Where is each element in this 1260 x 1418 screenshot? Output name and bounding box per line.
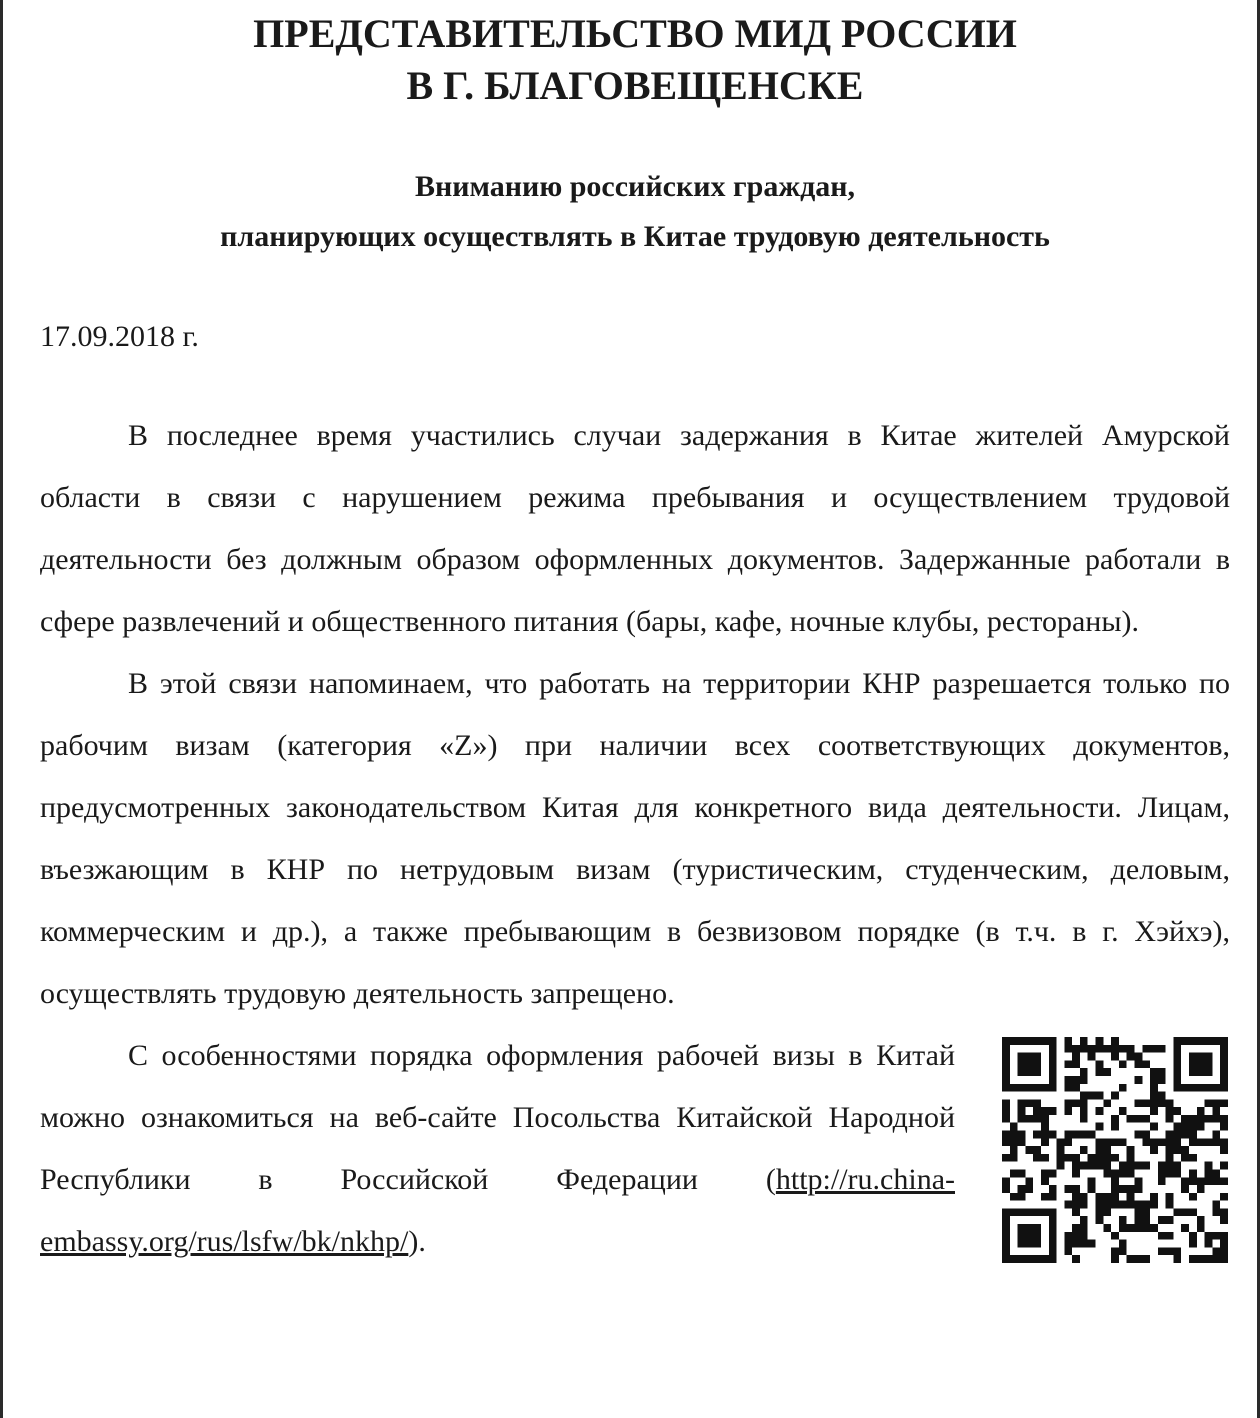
qr-code-icon — [1002, 1037, 1228, 1263]
paragraph-3 — [40, 1025, 955, 1273]
document-title — [40, 8, 1230, 112]
document-subtitle — [40, 162, 1230, 262]
subtitle-line-2: планирующих осуществлять в Китае трудовую деятельность — [220, 220, 1050, 253]
left-scan-edge — [0, 0, 3, 1418]
title-line-2: В Г. БЛАГОВЕЩЕНСКЕ — [406, 63, 864, 108]
paragraph-3-text: С особенностями порядка оформления рабочей визы в Китай можно ознакомиться на веб-сайте Посольства Китайской Народной Республики в Российской Федерации — [40, 1039, 955, 1196]
link-paren-open: ( — [765, 1163, 776, 1196]
visa-info-block — [40, 1025, 1230, 1273]
document-date: 17.09.2018 г. — [40, 320, 199, 353]
paragraph-1: В последнее время участились случаи задержания в Китае жителей Амурской области в связи с нарушением режима пребывания и осуществлением трудовой деятельности без должным образом оформленных документов. Задержанные работали в сфере развлечений и общественного питания (бары, кафе, ночные клубы, рестораны). — [40, 419, 1230, 638]
embassy-link[interactable]: http://ru.china-embassy.org/rus/lsfw/bk/nkhp/ — [40, 1163, 955, 1258]
document-page — [40, 0, 1230, 1273]
link-paren-close: ). — [408, 1225, 426, 1258]
paragraph-2: В этой связи напоминаем, что работать на территории КНР разрешается только по рабочим визам (категория «Z») при наличии всех соответствующих документов, предусмотренных законодательством Китая для конкретного вида деятельности. Лицам, въезжающим в КНР по нетрудовым визам (туристическим, студенческим, деловым, коммерческим и др.), а также пребывающим в безвизовом порядке (в т.ч. в г. Хэйхэ), осуществлять трудовую деятельность запрещено. — [40, 667, 1230, 1010]
title-line-1: ПРЕДСТАВИТЕЛЬСТВО МИД РОССИИ — [253, 11, 1017, 56]
subtitle-line-1: Вниманию российских граждан, — [414, 170, 856, 203]
